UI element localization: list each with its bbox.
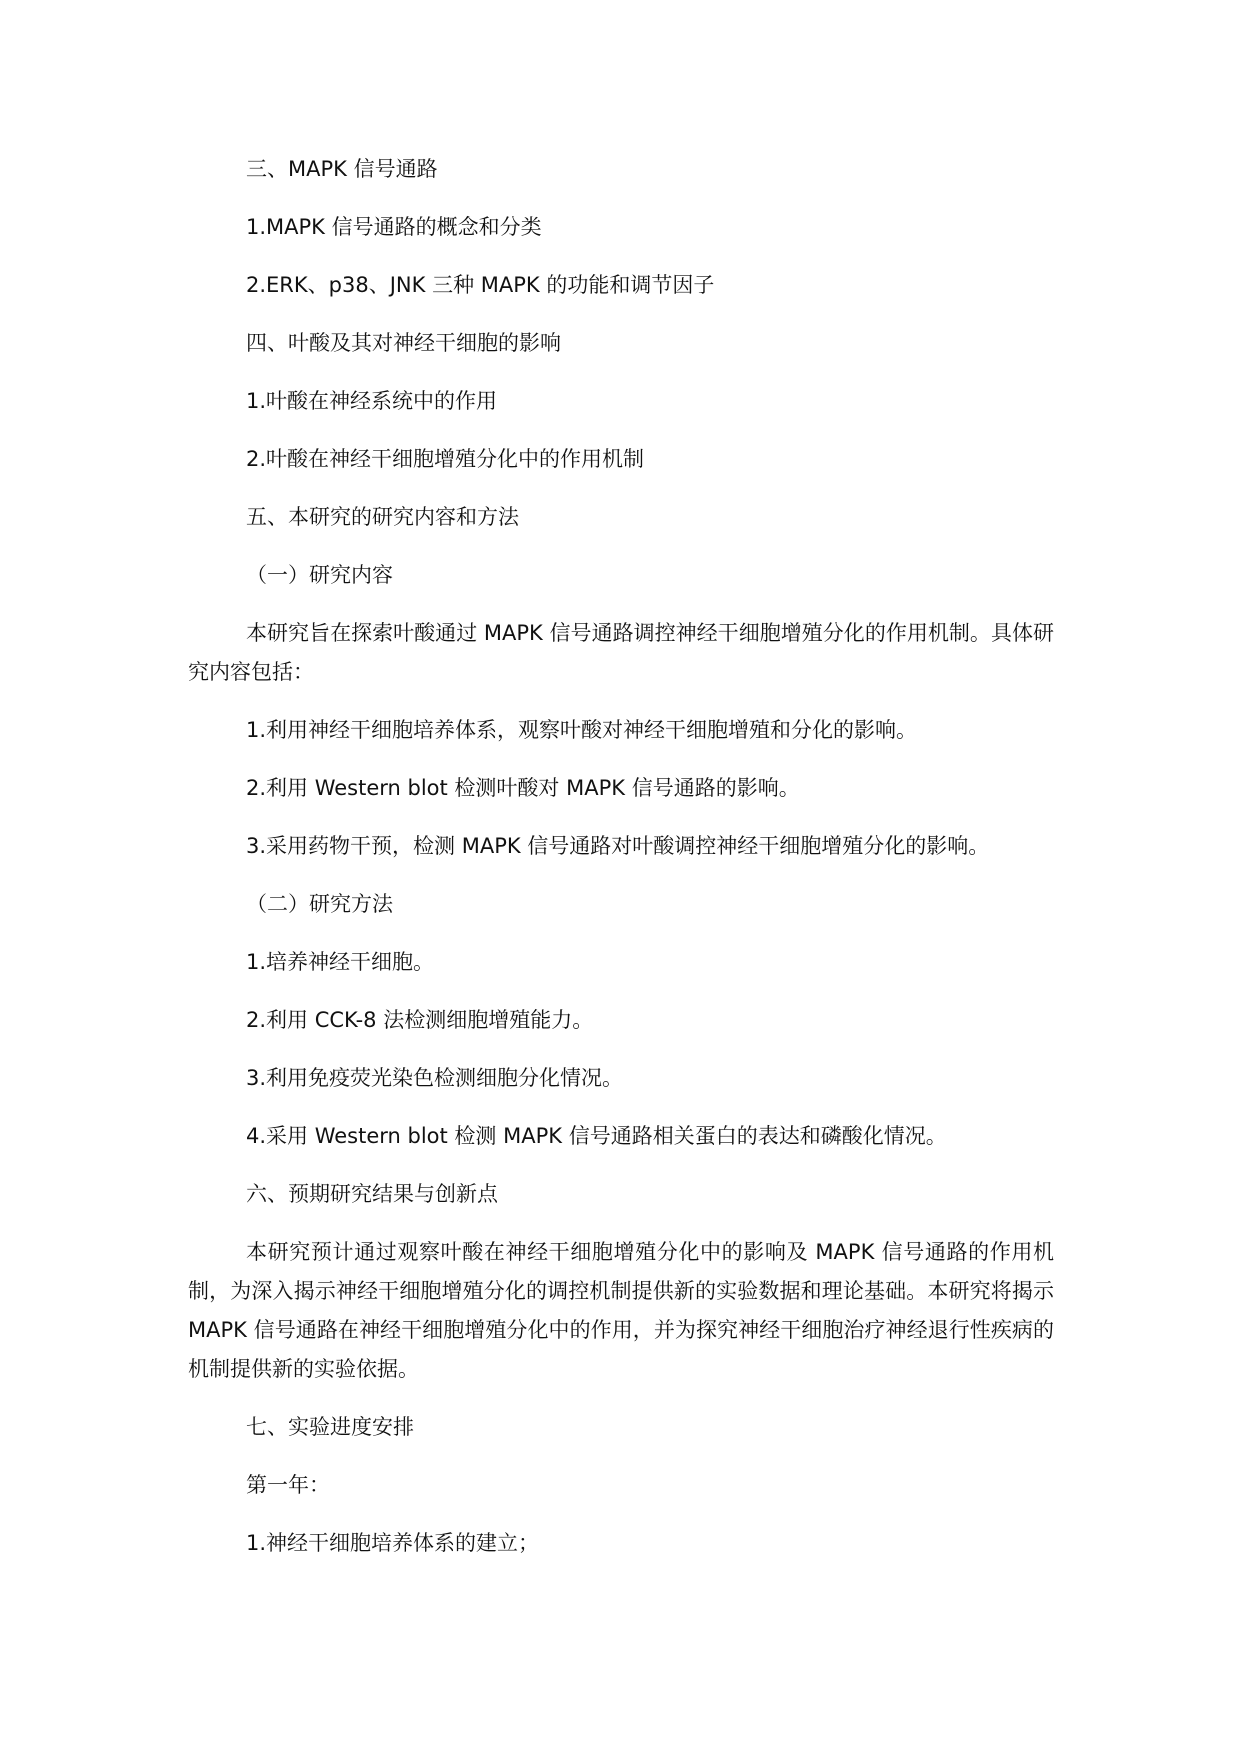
subsection-heading-content: （一）研究内容 — [246, 563, 393, 587]
paragraph-research-aim: 本研究旨在探索叶酸通过 MAPK 信号通路调控神经干细胞增殖分化的作用机制。具体研究内容包括： — [188, 621, 1054, 684]
paragraph-expected-results: 本研究预计通过观察叶酸在神经干细胞增殖分化中的影响及 MAPK 信号通路的作用机制，为深入揭示神经干细胞增殖分化的调控机制提供新的实验数据和理论基础。本研究将揭示 MAPK 信号通路在神经干细胞增殖分化中的作用，并为探究神经干细胞治疗神经退行性疾病的机制提供新的实验依据。 — [188, 1240, 1054, 1381]
list-item: 1.叶酸在神经系统中的作用 — [246, 389, 498, 413]
list-item: 3.采用药物干预，检测 MAPK 信号通路对叶酸调控神经干细胞增殖分化的影响。 — [246, 834, 990, 858]
list-item: 2.利用 CCK-8 法检测细胞增殖能力。 — [246, 1008, 594, 1032]
section-heading-content-methods: 五、本研究的研究内容和方法 — [246, 505, 519, 529]
document-body — [188, 150, 1054, 1582]
list-item: 1.神经干细胞培养体系的建立； — [246, 1531, 540, 1555]
section-heading-expected-results: 六、预期研究结果与创新点 — [246, 1182, 498, 1206]
section-heading-schedule: 七、实验进度安排 — [246, 1415, 414, 1439]
list-item: 1.利用神经干细胞培养体系，观察叶酸对神经干细胞增殖和分化的影响。 — [246, 718, 918, 742]
list-item: 2.利用 Western blot 检测叶酸对 MAPK 信号通路的影响。 — [246, 776, 800, 800]
list-item: 4.采用 Western blot 检测 MAPK 信号通路相关蛋白的表达和磷酸化情况。 — [246, 1124, 947, 1148]
section-heading-mapk-pathway: 三、MAPK 信号通路 — [246, 157, 438, 181]
list-item: 2.ERK、p38、JNK 三种 MAPK 的功能和调节因子 — [246, 273, 715, 297]
list-item: 2.叶酸在神经干细胞增殖分化中的作用机制 — [246, 447, 645, 471]
list-item: 3.利用免疫荧光染色检测细胞分化情况。 — [246, 1066, 624, 1090]
subsection-heading-methods: （二）研究方法 — [246, 892, 393, 916]
section-heading-folic-acid: 四、叶酸及其对神经干细胞的影响 — [246, 331, 561, 355]
subsection-heading-first-year: 第一年： — [246, 1473, 330, 1497]
list-item: 1.MAPK 信号通路的概念和分类 — [246, 215, 542, 239]
list-item: 1.培养神经干细胞。 — [246, 950, 435, 974]
